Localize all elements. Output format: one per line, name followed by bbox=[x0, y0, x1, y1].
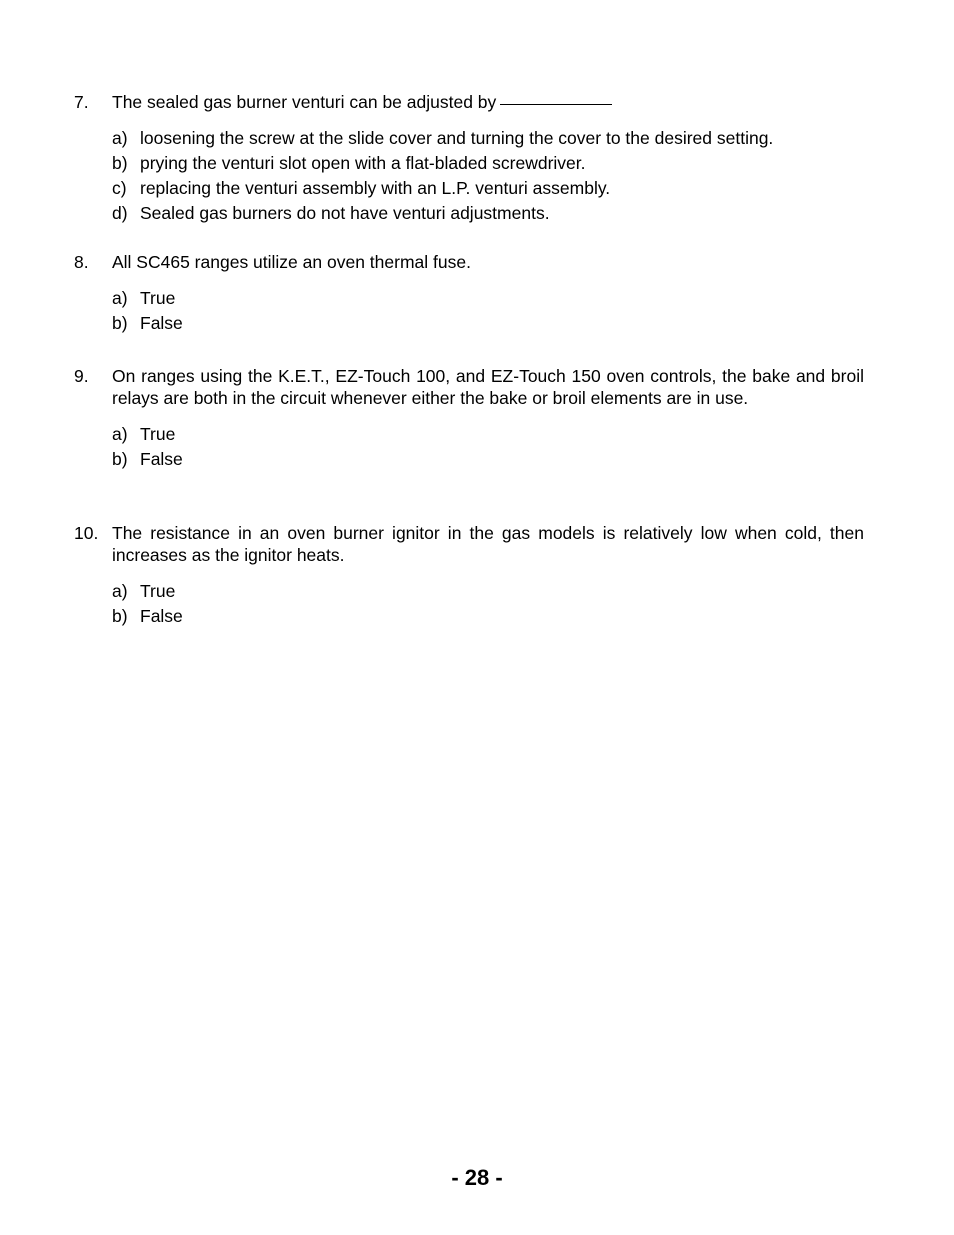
option-letter: a) bbox=[112, 581, 128, 601]
answer-blank bbox=[500, 104, 612, 105]
option-letter: b) bbox=[112, 449, 128, 469]
option-a bbox=[112, 580, 864, 605]
option-letter: a) bbox=[112, 128, 128, 148]
question-text bbox=[112, 91, 864, 113]
option-b bbox=[112, 312, 864, 337]
option-d bbox=[112, 202, 864, 227]
question-text: All SC465 ranges utilize an oven thermal fuse. bbox=[112, 252, 471, 272]
question-10 bbox=[74, 522, 864, 630]
question-text: The resistance in an oven burner ignitor in the gas models is relatively low when cold, then increases as the ignitor heats. bbox=[112, 523, 864, 565]
option-text: True bbox=[140, 581, 176, 601]
option-a bbox=[112, 423, 864, 448]
answer-options bbox=[112, 287, 864, 337]
answer-options bbox=[112, 580, 864, 630]
option-text: loosening the screw at the slide cover and turning the cover to the desired setting. bbox=[140, 128, 774, 148]
question-8 bbox=[74, 251, 864, 337]
page-number: - 28 - bbox=[451, 1165, 503, 1190]
question-number: 10. bbox=[74, 523, 99, 543]
option-letter: b) bbox=[112, 606, 128, 626]
option-text: prying the venturi slot open with a flat-bladed screwdriver. bbox=[140, 153, 586, 173]
option-letter: b) bbox=[112, 153, 128, 173]
answer-options bbox=[112, 127, 864, 227]
question-text: On ranges using the K.E.T., EZ-Touch 100, and EZ-Touch 150 oven controls, the bake and broil relays are both in the circuit whenever either the bake or broil elements are in use. bbox=[112, 366, 864, 408]
option-a bbox=[112, 287, 864, 312]
option-text: False bbox=[140, 606, 183, 626]
option-text: replacing the venturi assembly with an L.P. venturi assembly. bbox=[140, 178, 611, 198]
answer-options bbox=[112, 423, 864, 473]
option-b bbox=[112, 605, 864, 630]
question-number: 8. bbox=[74, 252, 89, 272]
option-text: False bbox=[140, 313, 183, 333]
option-letter: a) bbox=[112, 424, 128, 444]
question-9 bbox=[74, 365, 864, 473]
question-7 bbox=[74, 91, 864, 227]
option-letter: b) bbox=[112, 313, 128, 333]
question-number: 9. bbox=[74, 366, 89, 386]
option-b bbox=[112, 152, 864, 177]
option-a bbox=[112, 127, 864, 152]
option-letter: a) bbox=[112, 288, 128, 308]
option-text: True bbox=[140, 288, 176, 308]
option-b bbox=[112, 448, 864, 473]
option-letter: d) bbox=[112, 203, 128, 223]
option-text: False bbox=[140, 449, 183, 469]
option-letter: c) bbox=[112, 178, 127, 198]
option-text: Sealed gas burners do not have venturi adjustments. bbox=[140, 203, 550, 223]
option-c bbox=[112, 177, 864, 202]
option-text: True bbox=[140, 424, 176, 444]
question-text-content: The sealed gas burner venturi can be adjusted by bbox=[112, 92, 497, 112]
question-number: 7. bbox=[74, 92, 89, 112]
